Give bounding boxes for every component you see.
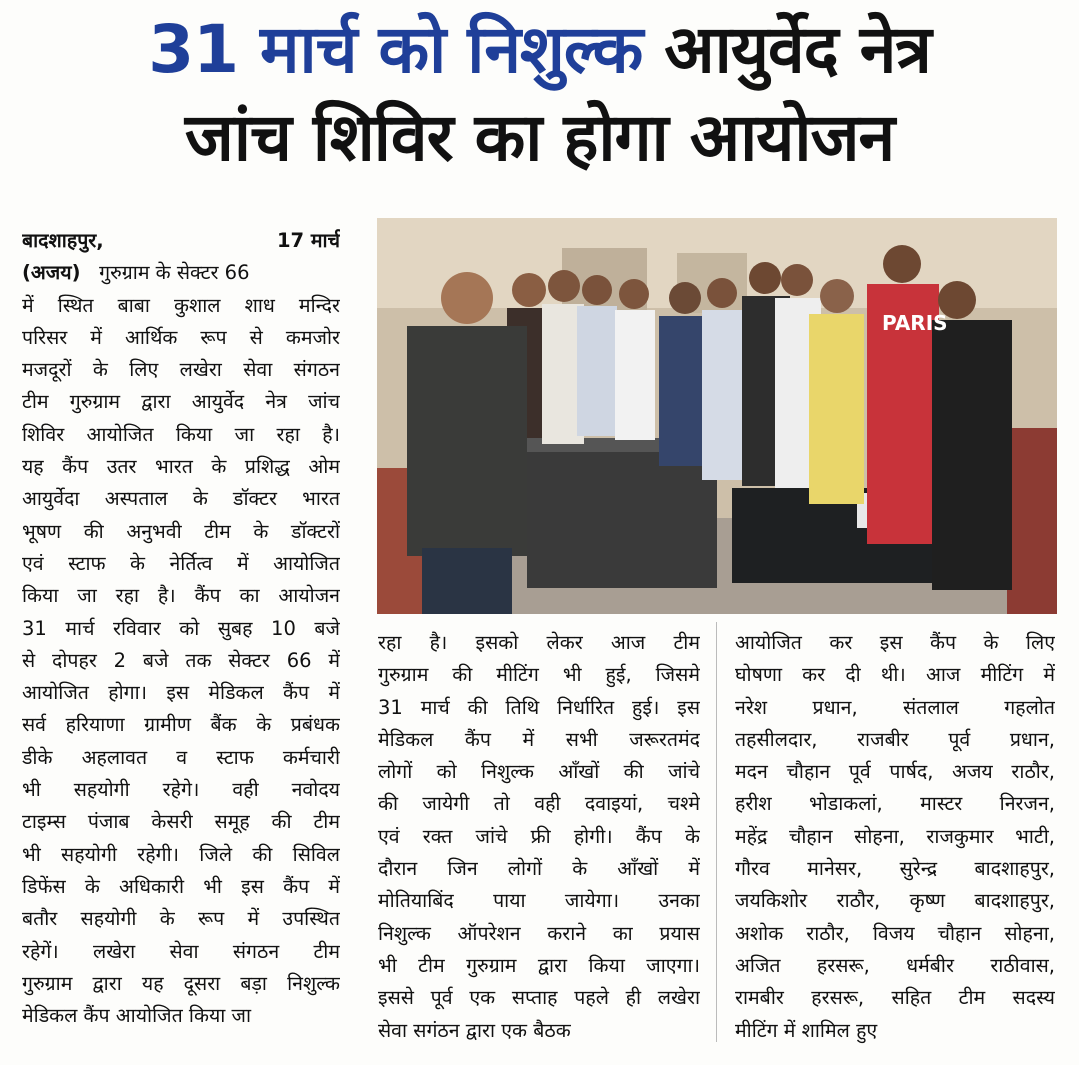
column-line: अजित हरसरू, धर्मबीर राठीवास, <box>735 953 1055 977</box>
column-line: निशुल्क ऑपरेशन कराने का प्रयास <box>378 921 700 945</box>
headline <box>0 6 1079 182</box>
column-line: भी सहयोगी रहेगे। वही नवोदय <box>22 778 340 802</box>
headline-line-1 <box>0 6 1079 94</box>
column-line: भूषण की अनुभवी टीम के डॉक्टरों <box>22 519 340 543</box>
column-line: मोतियाबिंद पाया जायेगा। उनका <box>378 889 700 913</box>
dateline <box>22 225 340 257</box>
dateline-place: बादशाहपुर, <box>22 229 104 252</box>
column-line: में स्थित बाबा कुशाल शाध मन्दिर <box>22 293 340 317</box>
article-column-3 <box>735 627 1055 1047</box>
column-line: अशोक राठौर, विजय चौहान सोहना, <box>735 921 1055 945</box>
column-line: की जायेगी तो वही दवाइयां, चश्मे <box>378 792 700 816</box>
column-line: शिविर आयोजित किया जा रहा है। <box>22 422 340 446</box>
column-1-body <box>22 290 340 1033</box>
column-line: एवं रक्त जांचे फ्री होगी। कैंप के <box>378 824 700 848</box>
column-line: रहेगें। लखेरा सेवा संगठन टीम <box>22 939 340 963</box>
column-line: जयकिशोर राठौर, कृष्ण बादशाहपुर, <box>735 889 1055 913</box>
column-line: आयोजित होगा। इस मेडिकल कैंप में <box>22 681 340 705</box>
column-line: मीटिंग में शामिल हुए <box>735 1018 878 1042</box>
column-line: गुरुग्राम की मीटिंग भी हुई, जिसमे <box>378 663 700 687</box>
column-line: भी टीम गुरुग्राम द्वारा किया जाएगा। <box>378 953 700 977</box>
column-line: घोषणा कर दी थी। आज मीटिंग में <box>735 663 1055 687</box>
column-line: महेंद्र चौहान सोहना, राजकुमार भाटी, <box>735 824 1055 848</box>
column-line: एवं स्टाफ के नेर्तित्व में आयोजित <box>22 551 340 575</box>
column-line: तहसीलदार, राजबीर पूर्व प्रधान, <box>735 727 1055 751</box>
column-line: लोगों को निशुल्क आँखों की जांचे <box>378 760 700 784</box>
column-line: मदन चौहान पूर्व पार्षद, अजय राठौर, <box>735 760 1055 784</box>
dateline-date: 17 मार्च <box>276 229 340 252</box>
dateline-reporter: (अजय) <box>22 261 81 285</box>
column-line: इससे पूर्व एक सप्ताह पहले ही लखेरा <box>378 986 700 1010</box>
column-line: से दोपहर 2 बजे तक सेक्टर 66 में <box>22 648 340 672</box>
headline-highlight: 31 मार्च को निशुल्क <box>148 11 643 88</box>
column-line: गुरुग्राम द्वारा यह दूसरा बड़ा निशुल्क <box>22 971 340 995</box>
column-line: परिसर में आर्थिक रूप से कमजोर <box>22 325 340 349</box>
column-line: टीम गुरुग्राम द्वारा आयुर्वेद नेत्र जांच <box>22 390 340 414</box>
headline-line-2: जांच शिविर का होगा आयोजन <box>184 99 895 176</box>
group-photo <box>377 218 1057 614</box>
column-line: गौरव मानेसर, सुरेन्द्र बादशाहपुर, <box>735 857 1055 881</box>
column-line: डिफेंस के अधिकारी भी इस कैंप में <box>22 874 340 898</box>
column-line: किया जा रहा है। कैंप का आयोजन <box>22 584 340 608</box>
group-photo-illustration <box>377 218 1057 614</box>
column-line: आयोजित कर इस कैंप के लिए <box>735 631 1055 654</box>
article-column-2 <box>378 627 700 1047</box>
column-line: टाइम्स पंजाब केसरी समूह की टीम <box>22 810 340 834</box>
article-column-1 <box>22 225 340 1032</box>
headline-rest: आयुर्वेद नेत्र <box>664 11 931 88</box>
column-line: 31 मार्च रविवार को सुबह 10 बजे <box>22 616 340 640</box>
column-line: हरीश भोडाकलां, मास्टर निरजन, <box>735 792 1055 816</box>
column-line: मेडिकल कैंप आयोजित किया जा <box>22 1004 252 1028</box>
column-line: रहा है। इसको लेकर आज टीम <box>378 631 700 654</box>
column-line: आयुर्वेदा अस्पताल के डॉक्टर भारत <box>22 487 340 511</box>
column-line <box>22 257 340 289</box>
jacket-print: PARIS <box>882 311 948 335</box>
column-line: बतौर सहयोगी के रूप में उपस्थित <box>22 907 340 931</box>
column-line: मेडिकल कैंप में सभी जरूरतमंद <box>378 727 700 751</box>
column-line: भी सहयोगी रहेगी। जिले की सिविल <box>22 842 340 866</box>
column-line: मजदूरों के लिए लखेरा सेवा संगठन <box>22 358 340 382</box>
column-line: रामबीर हरसरू, सहित टीम सदस्य <box>735 986 1055 1010</box>
column-line: नरेश प्रधान, संतलाल गहलोत <box>735 695 1055 719</box>
column-line-text: गुरुग्राम के सेक्टर 66 <box>99 261 250 285</box>
column-line: डीके अहलावत व स्टाफ कर्मचारी <box>22 745 340 769</box>
column-line: सेवा सगंठन द्वारा एक बैठक <box>378 1018 571 1042</box>
column-line: यह कैंप उतर भारत के प्रशिद्ध ओम <box>22 455 340 479</box>
column-line: दौरान जिन लोगों के आँखों में <box>378 857 700 881</box>
column-line: सर्व हरियाणा ग्रामीण बैंक के प्रबंधक <box>22 713 340 737</box>
column-divider <box>716 622 717 1042</box>
column-line: 31 मार्च की तिथि निर्धारित हुई। इस <box>378 695 700 719</box>
